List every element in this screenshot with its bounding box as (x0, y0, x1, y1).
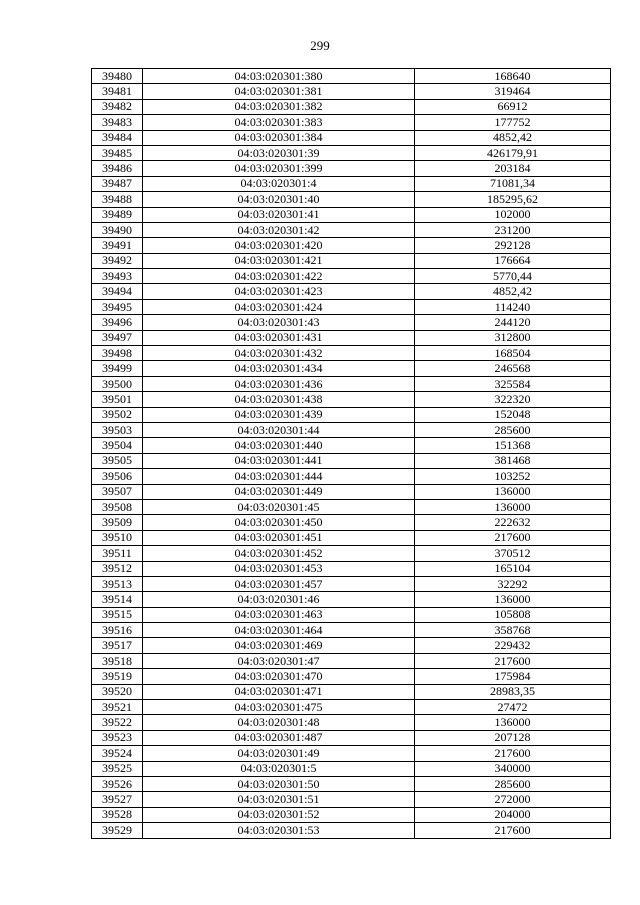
value-cell: 175984 (415, 669, 611, 684)
cadastral-number-cell: 04:03:020301:43 (143, 315, 415, 330)
cadastral-number-cell: 04:03:020301:438 (143, 392, 415, 407)
cadastral-number-cell: 04:03:020301:51 (143, 792, 415, 807)
value-cell: 185295,62 (415, 192, 611, 207)
row-number-cell: 39503 (92, 422, 143, 437)
row-number-cell: 39494 (92, 284, 143, 299)
cadastral-number-cell: 04:03:020301:432 (143, 346, 415, 361)
row-number-cell: 39492 (92, 253, 143, 268)
row-number-cell: 39500 (92, 376, 143, 391)
value-cell: 165104 (415, 561, 611, 576)
cadastral-number-cell: 04:03:020301:39 (143, 145, 415, 160)
value-cell: 340000 (415, 761, 611, 776)
value-cell: 4852,42 (415, 284, 611, 299)
table-row (92, 176, 611, 191)
value-cell: 319464 (415, 84, 611, 99)
value-cell: 285600 (415, 422, 611, 437)
cadastral-number-cell: 04:03:020301:382 (143, 99, 415, 114)
cadastral-number-cell: 04:03:020301:451 (143, 530, 415, 545)
row-number-cell: 39514 (92, 592, 143, 607)
table-row (92, 222, 611, 237)
table-row (92, 761, 611, 776)
table-row (92, 376, 611, 391)
value-cell: 244120 (415, 315, 611, 330)
table-row (92, 253, 611, 268)
table-row (92, 576, 611, 591)
cadastral-number-cell: 04:03:020301:384 (143, 130, 415, 145)
row-number-cell: 39485 (92, 145, 143, 160)
cadastral-number-cell: 04:03:020301:434 (143, 361, 415, 376)
table-row (92, 145, 611, 160)
row-number-cell: 39496 (92, 315, 143, 330)
value-cell: 231200 (415, 222, 611, 237)
cadastral-number-cell: 04:03:020301:42 (143, 222, 415, 237)
value-cell: 312800 (415, 330, 611, 345)
row-number-cell: 39508 (92, 499, 143, 514)
cadastral-number-cell: 04:03:020301:470 (143, 669, 415, 684)
cadastral-number-cell: 04:03:020301:49 (143, 746, 415, 761)
row-number-cell: 39506 (92, 469, 143, 484)
cadastral-number-cell: 04:03:020301:381 (143, 84, 415, 99)
value-cell: 168504 (415, 346, 611, 361)
cadastral-number-cell: 04:03:020301:44 (143, 422, 415, 437)
table-row (92, 299, 611, 314)
row-number-cell: 39517 (92, 638, 143, 653)
cadastral-number-cell: 04:03:020301:450 (143, 515, 415, 530)
table-row (92, 653, 611, 668)
row-number-cell: 39501 (92, 392, 143, 407)
table-row (92, 330, 611, 345)
cadastral-number-cell: 04:03:020301:469 (143, 638, 415, 653)
value-cell: 358768 (415, 623, 611, 638)
value-cell: 4852,42 (415, 130, 611, 145)
value-cell: 272000 (415, 792, 611, 807)
value-cell: 177752 (415, 115, 611, 130)
value-cell: 168640 (415, 69, 611, 84)
value-cell: 322320 (415, 392, 611, 407)
page-number: 299 (310, 38, 330, 53)
cadastral-number-cell: 04:03:020301:53 (143, 823, 415, 838)
value-cell: 66912 (415, 99, 611, 114)
cadastral-number-cell: 04:03:020301:47 (143, 653, 415, 668)
table-row (92, 346, 611, 361)
row-number-cell: 39521 (92, 700, 143, 715)
row-number-cell: 39486 (92, 161, 143, 176)
table-row (92, 700, 611, 715)
table-row (92, 807, 611, 822)
cadastral-number-cell: 04:03:020301:431 (143, 330, 415, 345)
value-cell: 370512 (415, 546, 611, 561)
table-row (92, 623, 611, 638)
table-row (92, 69, 611, 84)
value-cell: 176664 (415, 253, 611, 268)
cadastral-number-cell: 04:03:020301:422 (143, 269, 415, 284)
cadastral-number-cell: 04:03:020301:463 (143, 607, 415, 622)
cadastral-number-cell: 04:03:020301:475 (143, 700, 415, 715)
row-number-cell: 39527 (92, 792, 143, 807)
row-number-cell: 39498 (92, 346, 143, 361)
cadastral-number-cell: 04:03:020301:439 (143, 407, 415, 422)
table-row (92, 530, 611, 545)
cadastral-number-cell: 04:03:020301:424 (143, 299, 415, 314)
table-row (92, 484, 611, 499)
row-number-cell: 39516 (92, 623, 143, 638)
row-number-cell: 39487 (92, 176, 143, 191)
table-row (92, 515, 611, 530)
row-number-cell: 39522 (92, 715, 143, 730)
value-cell: 222632 (415, 515, 611, 530)
row-number-cell: 39482 (92, 99, 143, 114)
value-cell: 229432 (415, 638, 611, 653)
cadastral-number-cell: 04:03:020301:45 (143, 499, 415, 514)
value-cell: 114240 (415, 299, 611, 314)
value-cell: 5770,44 (415, 269, 611, 284)
cadastral-number-cell: 04:03:020301:41 (143, 207, 415, 222)
value-cell: 217600 (415, 653, 611, 668)
cadastral-number-cell: 04:03:020301:46 (143, 592, 415, 607)
value-cell: 102000 (415, 207, 611, 222)
table-row (92, 392, 611, 407)
table-row (92, 361, 611, 376)
row-number-cell: 39511 (92, 546, 143, 561)
value-cell: 292128 (415, 238, 611, 253)
cadastral-number-cell: 04:03:020301:449 (143, 484, 415, 499)
cadastral-number-cell: 04:03:020301:50 (143, 776, 415, 791)
row-number-cell: 39488 (92, 192, 143, 207)
row-number-cell: 39513 (92, 576, 143, 591)
row-number-cell: 39484 (92, 130, 143, 145)
row-number-cell: 39515 (92, 607, 143, 622)
value-cell: 105808 (415, 607, 611, 622)
row-number-cell: 39526 (92, 776, 143, 791)
table-row (92, 438, 611, 453)
cadastral-number-cell: 04:03:020301:48 (143, 715, 415, 730)
value-cell: 136000 (415, 592, 611, 607)
row-number-cell: 39524 (92, 746, 143, 761)
value-cell: 246568 (415, 361, 611, 376)
value-cell: 136000 (415, 484, 611, 499)
row-number-cell: 39507 (92, 484, 143, 499)
row-number-cell: 39489 (92, 207, 143, 222)
table-row (92, 284, 611, 299)
cadastral-number-cell: 04:03:020301:464 (143, 623, 415, 638)
row-number-cell: 39509 (92, 515, 143, 530)
cadastral-number-cell: 04:03:020301:487 (143, 730, 415, 745)
table-row (92, 730, 611, 745)
cadastral-number-cell: 04:03:020301:52 (143, 807, 415, 822)
row-number-cell: 39481 (92, 84, 143, 99)
row-number-cell: 39510 (92, 530, 143, 545)
row-number-cell: 39491 (92, 238, 143, 253)
cadastral-number-cell: 04:03:020301:399 (143, 161, 415, 176)
row-number-cell: 39497 (92, 330, 143, 345)
table-row (92, 315, 611, 330)
value-cell: 27472 (415, 700, 611, 715)
row-number-cell: 39519 (92, 669, 143, 684)
cadastral-number-cell: 04:03:020301:444 (143, 469, 415, 484)
value-cell: 204000 (415, 807, 611, 822)
cadastral-number-cell: 04:03:020301:441 (143, 453, 415, 468)
cadastral-number-cell: 04:03:020301:40 (143, 192, 415, 207)
cadastral-number-cell: 04:03:020301:421 (143, 253, 415, 268)
value-cell: 103252 (415, 469, 611, 484)
cadastral-number-cell: 04:03:020301:457 (143, 576, 415, 591)
cadastral-number-cell: 04:03:020301:436 (143, 376, 415, 391)
value-cell: 136000 (415, 715, 611, 730)
cadastral-number-cell: 04:03:020301:440 (143, 438, 415, 453)
table-row (92, 84, 611, 99)
row-number-cell: 39525 (92, 761, 143, 776)
table-row (92, 192, 611, 207)
row-number-cell: 39502 (92, 407, 143, 422)
table-row (92, 99, 611, 114)
value-cell: 32292 (415, 576, 611, 591)
table-row (92, 499, 611, 514)
table-row (92, 561, 611, 576)
cadastral-number-cell: 04:03:020301:452 (143, 546, 415, 561)
table-row (92, 422, 611, 437)
value-cell: 152048 (415, 407, 611, 422)
cadastral-number-cell: 04:03:020301:453 (143, 561, 415, 576)
table-row (92, 469, 611, 484)
row-number-cell: 39512 (92, 561, 143, 576)
row-number-cell: 39495 (92, 299, 143, 314)
value-cell: 217600 (415, 823, 611, 838)
table-row (92, 823, 611, 838)
cadastral-number-cell: 04:03:020301:383 (143, 115, 415, 130)
row-number-cell: 39499 (92, 361, 143, 376)
value-cell: 217600 (415, 746, 611, 761)
table-row (92, 407, 611, 422)
cadastral-number-cell: 04:03:020301:5 (143, 761, 415, 776)
cadastral-number-cell: 04:03:020301:423 (143, 284, 415, 299)
table-row (92, 546, 611, 561)
table-row (92, 746, 611, 761)
table-row (92, 607, 611, 622)
row-number-cell: 39505 (92, 453, 143, 468)
registry-table (91, 68, 611, 839)
table-row (92, 592, 611, 607)
table-row (92, 684, 611, 699)
row-number-cell: 39520 (92, 684, 143, 699)
value-cell: 28983,35 (415, 684, 611, 699)
registry-table-body (92, 69, 611, 839)
table-row (92, 115, 611, 130)
value-cell: 426179,91 (415, 145, 611, 160)
cadastral-number-cell: 04:03:020301:420 (143, 238, 415, 253)
table-row (92, 715, 611, 730)
row-number-cell: 39483 (92, 115, 143, 130)
row-number-cell: 39504 (92, 438, 143, 453)
table-row (92, 776, 611, 791)
table-row (92, 792, 611, 807)
row-number-cell: 39529 (92, 823, 143, 838)
table-row (92, 238, 611, 253)
value-cell: 151368 (415, 438, 611, 453)
row-number-cell: 39493 (92, 269, 143, 284)
table-row (92, 669, 611, 684)
table-row (92, 638, 611, 653)
cadastral-number-cell: 04:03:020301:380 (143, 69, 415, 84)
row-number-cell: 39518 (92, 653, 143, 668)
cadastral-number-cell: 04:03:020301:471 (143, 684, 415, 699)
row-number-cell: 39523 (92, 730, 143, 745)
table-row (92, 269, 611, 284)
value-cell: 325584 (415, 376, 611, 391)
value-cell: 381468 (415, 453, 611, 468)
value-cell: 285600 (415, 776, 611, 791)
value-cell: 71081,34 (415, 176, 611, 191)
value-cell: 136000 (415, 499, 611, 514)
table-row (92, 161, 611, 176)
row-number-cell: 39528 (92, 807, 143, 822)
table-row (92, 130, 611, 145)
value-cell: 203184 (415, 161, 611, 176)
row-number-cell: 39490 (92, 222, 143, 237)
cadastral-number-cell: 04:03:020301:4 (143, 176, 415, 191)
row-number-cell: 39480 (92, 69, 143, 84)
table-row (92, 207, 611, 222)
table-row (92, 453, 611, 468)
value-cell: 217600 (415, 530, 611, 545)
value-cell: 207128 (415, 730, 611, 745)
